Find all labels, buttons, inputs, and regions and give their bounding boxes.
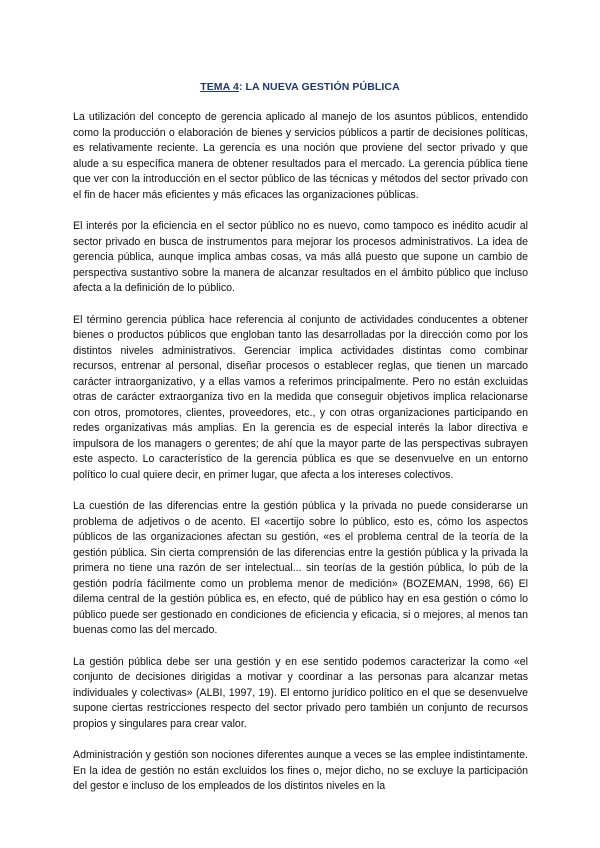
page-title — [0, 81, 600, 93]
document-body — [73, 110, 528, 795]
title-number: TEMA 4 — [200, 81, 239, 93]
paragraph-1: La utilización del concepto de gerencia aplicado al manejo de los asuntos públicos, entendido como la producción o elaboración de bienes y servicios públicos a partir de decisiones políticas, es relativamente reciente. La gerencia es una noción que proviene del sector privado y que alude a su específica manera de obtener resultados para el mercado. La gerencia pública tiene que ver con la introducción en el sector público de las técnicas y métodos del sector privado con el fin de hacer más eficientes y más eficaces las organizaciones públicas. — [73, 111, 528, 201]
paragraph-5: La gestión pública debe ser una gestión y en ese sentido podemos caracterizar la como «el conjunto de decisiones dirigidas a motivar y coordinar a las personas para alcanzar metas individuales y colectivas» (ALBI, 1997, 19). El entorno jurídico político en el que se desenvuelve supone ciertas restricciones respecto del sector privado pero también un conjunto de recursos propios y singulares para crear valor. — [73, 655, 528, 730]
paragraph-3: El término gerencia pública hace referencia al conjunto de actividades conducentes a obtener bienes o productos públicos que engloban tanto las desarrolladas por la dirección como por los distintos niveles administrativos. Gerenciar implica actividades distintas como combinar recursos, entrenar al personal, diseñar procesos o establecer reglas, que tienen un marcado carácter intraorganizativo, y a ellas vamos a referimos principalmente. Pero no están excluidas otras de carácter extraorganiza tivo en la medida que conseguir objetivos implica relacionarse con otros, promotores, clientes, proveedores, etc., y con otras organizaciones participando en redes organizativas más amplias. En la gerencia es de especial interés la labor directiva e impulsora de los managers o gerentes; de ahí que la mayor parte de las perspectivas subrayen este aspecto. Lo característico de la gerencia pública es que se desenvuelve en un entorno político lo cual quiere decir, en primer lugar, que afecta a los intereses colectivos. — [73, 313, 528, 481]
paragraph-6: Administración y gestión son nociones diferentes aunque a veces se las emplee indistintamente. En la idea de gestión no están excluidos los fines o, mejor dicho, no se excluye la participación del gestor e incluso de los empleados de los distintos niveles en la — [73, 749, 528, 792]
paragraph-2: El interés por la eficiencia en el sector público no es nuevo, como tampoco es inédito acudir al sector privado en busca de instrumentos para mejorar los procesos administrativos. La idea de gerencia pública, aunque implica ambas cosas, va más allá puesto que supone un cambio de perspectiva sustantivo sobre la manera de alcanzar resultados en el ámbito público que incluso afecta a la definición de lo público. — [73, 220, 528, 294]
paragraph-4: La cuestión de las diferencias entre la gestión pública y la privada no puede considerarse un problema de adjetivos o de acento. El «acertijo sobre lo público, esto es, cómo los aspectos públicos de las organizaciones afectan su gestión, «es el problema central de la teoría de la gestión pública. Sin cierta comprensión de las diferencias entre la gestión pública y la privada la primera no tiene una razón de ser intelectual... sin teorías de la gestión pública, lo púb de la gestión podría fácilmente como un problema menor de medición» (BOZEMAN, 1998, 66) El dilema central de la gestión pública es, en efecto, qué de público hay en esa gestión o cómo lo público puede ser gestionado en condiciones de eficiencia y eficacia, si o mejores, al menos tan buenas como las del mercado. — [73, 500, 528, 636]
title-text: : LA NUEVA GESTIÓN PÚBLICA — [238, 81, 400, 93]
